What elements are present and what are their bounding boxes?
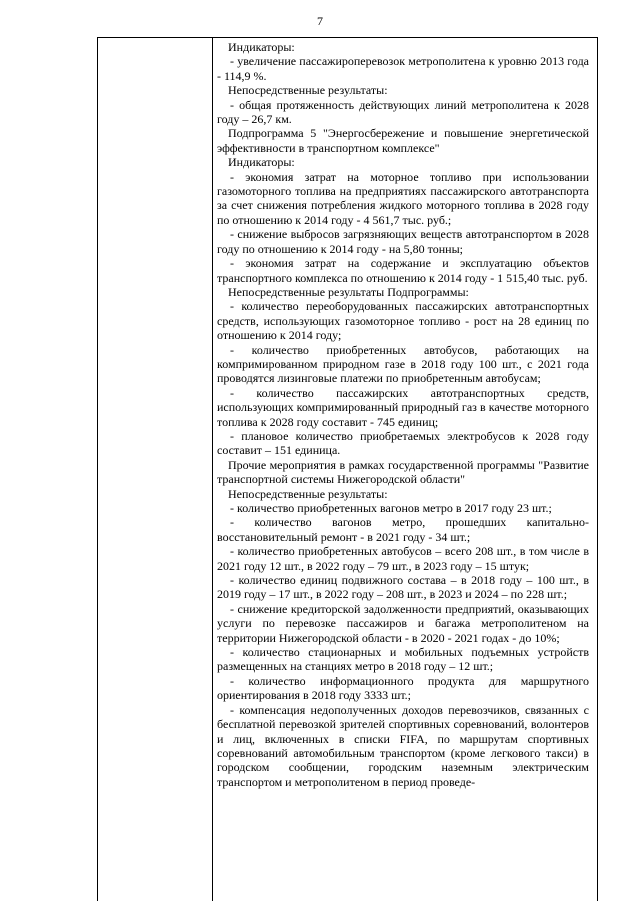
section-label: Непосредственные результаты Подпрограммы: — [228, 284, 469, 299]
list-item: - компенсация недополученных доходов перевозчиков, связанных с бесплатной перевозкой зрителей спортивных соревнований, волонтеров и лиц, включенных в списки FIFA, по маршрутам спортивных соревнований автомобильным транспортом (кроме легкового такси) в городском сообщении, городским наземным электрическим транспортом и метрополитеном в период проведе- — [217, 702, 589, 789]
section-heading: Подпрограмма 5 "Энергосбережение и повышение энергетической эффективности в транспортном комплексе" — [217, 126, 589, 155]
table-left-cell — [98, 38, 213, 901]
list-item: - количество пассажирских автотранспортных средств, использующих компримированный природный газ в качестве моторного топлива к 2028 году составит - 745 единиц; — [217, 385, 589, 429]
section-label: Индикаторы: — [228, 155, 295, 170]
list-item: - количество информационного продукта для маршрутного ориентирования в 2018 году 3333 шт.; — [217, 673, 589, 703]
list-item: - количество приобретенных автобусов – всего 208 шт., в том числе в 2021 году 12 шт., в 2022 году – 79 шт., в 2023 году – 15 штук; — [217, 544, 589, 573]
list-item: - общая протяженность действующих линий метрополитена к 2028 году – 26,7 км. — [217, 97, 589, 127]
list-item: - количество стационарных и мобильных подъемных устройств размещенных на станциях метро в 2018 году – 12 шт.; — [217, 645, 589, 674]
page-number: 7 — [317, 14, 323, 28]
list-item: - количество переоборудованных пассажирских автотранспортных средств, использующих газомоторное топливо - рост на 28 единиц по отношению к 2014 году; — [217, 299, 589, 343]
list-item: - количество приобретенных вагонов метро в 2017 году 23 шт.; — [230, 501, 552, 515]
list-item: - плановое количество приобретаемых электробусов к 2028 году составит – 151 единица. — [217, 428, 589, 458]
list-item: - экономия затрат на содержание и эксплуатацию объектов транспортного комплекса по отношению к 2014 году - 1 515,40 тыс. руб. — [217, 256, 589, 285]
program-table — [97, 37, 598, 901]
section-heading: Прочие мероприятия в рамках государственной программы "Развитие транспортной системы Нижегородской области" — [217, 457, 589, 487]
list-item: - количество вагонов метро, прошедших капитально-восстановительный ремонт - в 2021 году - 34 шт.; — [217, 515, 589, 544]
section-label: Непосредственные результаты: — [228, 83, 388, 98]
list-item: - снижение кредиторской задолженности предприятий, оказывающих услуги по перевозке пассажиров и багажа метрополитеном на территории Нижегородской области - в 2020 - 2021 годах - до 10%; — [217, 601, 589, 645]
section-label: Индикаторы: — [228, 40, 295, 54]
table-right-cell — [214, 38, 597, 901]
list-item: - количество приобретенных автобусов, работающих на компримированном природном газе в 2018 году 100 шт., с 2021 года проводятся лизинговые платежи по приобретенным автобусам; — [217, 342, 589, 386]
list-item: - снижение выбросов загрязняющих веществ автотранспортом в 2028 году по отношению к 2014 году - на 5,80 тонны; — [217, 227, 589, 256]
list-item: - количество единиц подвижного состава – в 2018 году – 100 шт., в 2019 году – 17 шт., в 2022 году – 208 шт., в 2023 и 2024 – по 228 шт.; — [217, 573, 589, 602]
section-label: Непосредственные результаты: — [228, 486, 388, 501]
list-item: - увеличение пассажироперевозок метрополитена к уровню 2013 года - 114,9 %. — [217, 54, 589, 83]
list-item: - экономия затрат на моторное топливо при использовании газомоторного топлива на предприятиях пассажирского автотранспорта за счет снижения потребления жидкого моторного топлива в 2028 году по отношению к 2014 году - 4 561,7 тыс. руб.; — [217, 169, 589, 227]
